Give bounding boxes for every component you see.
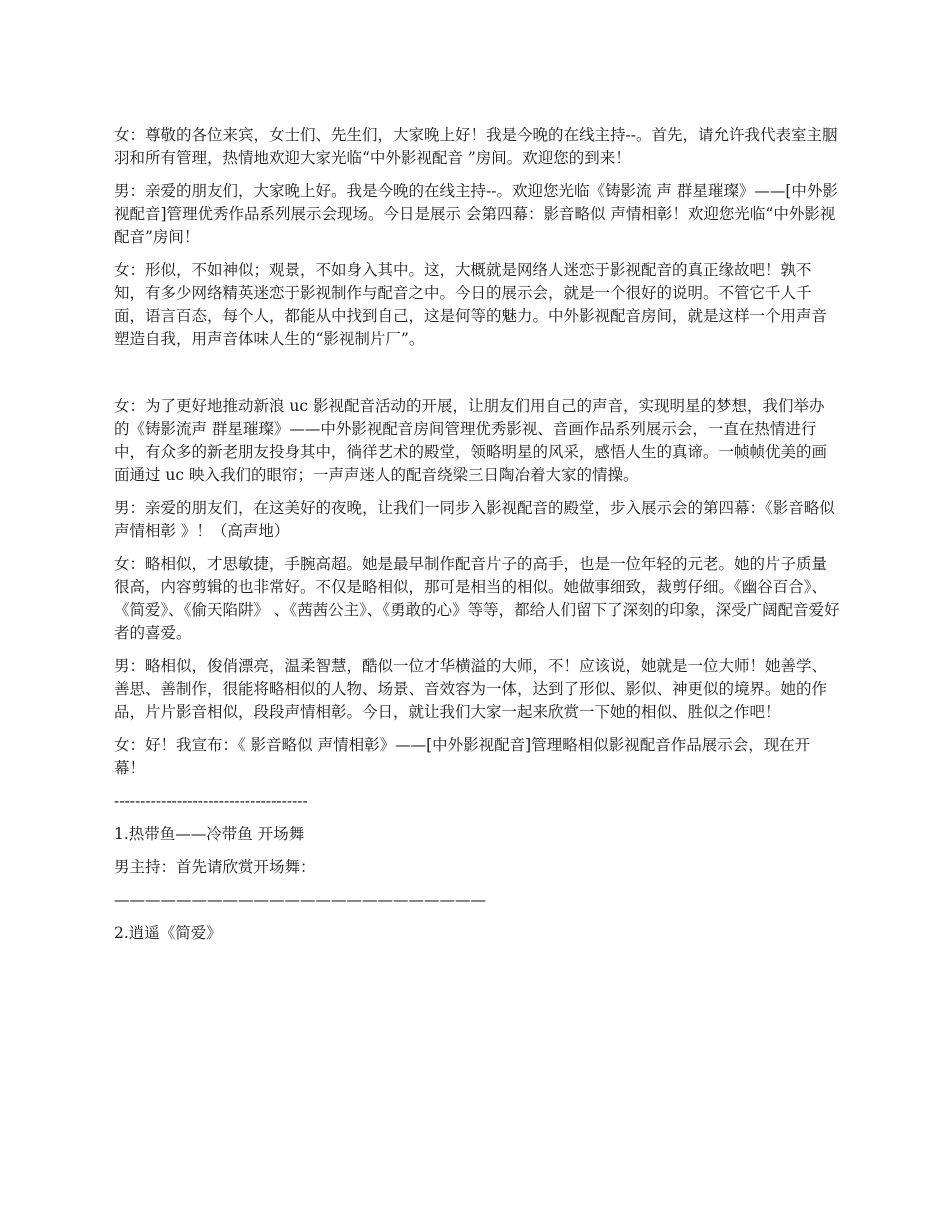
document-page [114,124,840,955]
emdash-separator: ———————————————————————— [114,891,486,909]
paragraph: 男：亲爱的朋友们，在这美好的夜晚，让我们一同步入影视配音的殿堂，步入展示会的第四幕：《影音略似 声情相彰 》！（高声地） [114,499,835,540]
paragraph: 男：亲爱的朋友们，大家晚上好。我是今晚的在线主持--。欢迎您光临《铸影流 声 群星璀璨》——[中外影视配音]管理优秀作品系列展示会现场。今日是展示 会第四幕：影音略似 声情相彰！欢迎您光临“中外影视配音”房间！ [114,182,838,246]
dash-separator: ------------------------------------- [114,792,308,810]
paragraph: 女：为了更好地推动新浪 uc 影视配音活动的开展，让朋友们用自己的声音，实现明星的梦想，我们举办的《铸影流声 群星璀璨》——中外影视配音房间管理优秀影视、音画作品系列展示会，一直在热情进行中，有众多的新老朋友投身其中，徜徉艺术的殿堂，领略明星的风采，感悟人生的真谛。一帧帧优美的画面通过 uc 映入我们的眼帘；一声声迷人的配音绕梁三日陶冶着大家的情操。 [114,397,828,484]
paragraph: 女：形似，不如神似；观景，不如身入其中。这，大概就是网络人迷恋于影视配音的真正缘故吧！孰不知，有多少网络精英迷恋于影视制作与配音之中。今日的展示会，就是一个很好的说明。不管它千人千面，语言百态，每个人，都能从中找到自己，这是何等的魅力。中外影视配音房间，就是这样一个用声音塑造自我，用声音体味人生的“影视制片厂”。 [114,261,828,348]
program-item-heading: 1.热带鱼——冷带鱼 开场舞 [114,825,305,843]
paragraph: 女：略相似，才思敏捷，手腕高超。她是最早制作配音片子的高手，也是一位年轻的元老。她的片子质量很高，内容剪辑的也非常好。不仅是略相似，那可是相当的相似。她做事细致，裁剪仔细。《幽谷百合》、《简爱》、《偷天陷阱》 、《茜茜公主》、《勇敢的心》等等，都给人们留下了深刻的印象，深受广阔配音爱好者的喜爱。 [114,555,840,642]
paragraph: 男：略相似，俊俏漂亮，温柔智慧，酷似一位才华横溢的大师，不！应该说，她就是一位大师！她善学、善思、善制作，很能将略相似的人物、场景、音效容为一体，达到了形似、影似、神更似的境界。她的作品，片片影音相似，段段声情相彰。今日，就让我们大家一起来欣赏一下她的相似、胜似之作吧！ [114,657,828,721]
program-item-heading: 2.逍遥《简爱》 [114,924,222,942]
section-gap [114,361,840,395]
paragraph: 女：好！我宣布：《 影音略似 声情相彰》——[中外影视配音]管理略相似影视配音作品展示会，现在开幕！ [114,736,811,777]
host-line: 男主持：首先请欣赏开场舞： [114,858,316,876]
paragraph: 女：尊敬的各位来宾，女士们、先生们，大家晚上好！我是今晚的在线主持--。首先，请允许我代表室主胭羽和所有管理，热情地欢迎大家光临“中外影视配音 ”房间。欢迎您的到来！ [114,126,838,167]
